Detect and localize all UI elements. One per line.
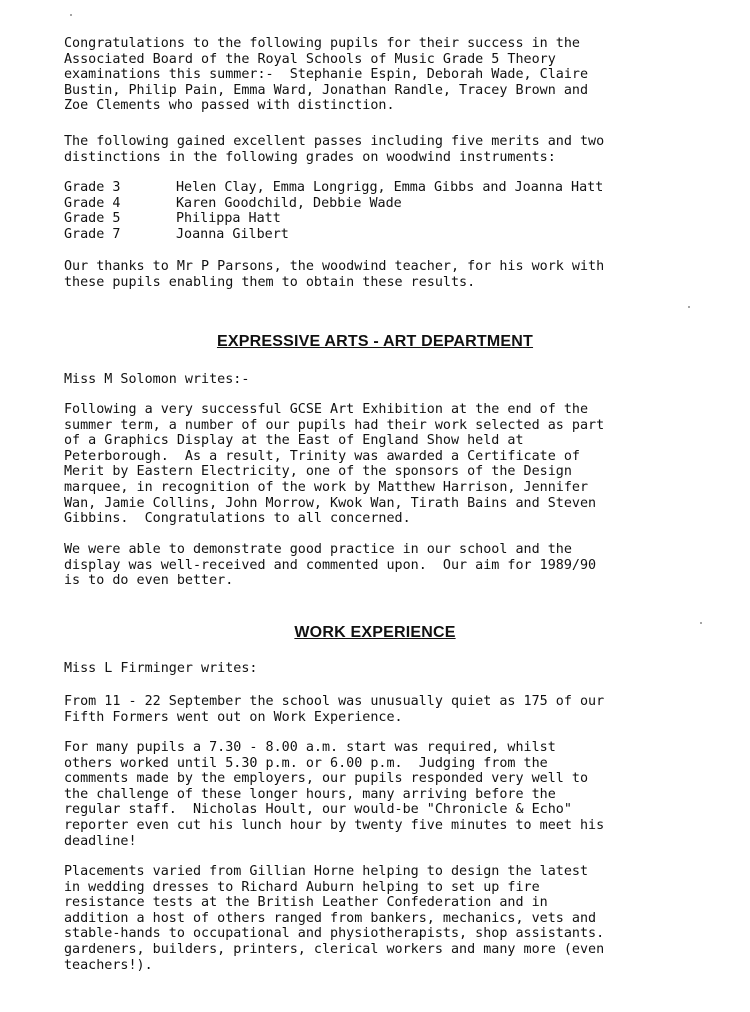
grade-pupils: Philippa Hatt xyxy=(176,211,281,227)
grade-pupils: Helen Clay, Emma Longrigg, Emma Gibbs and Joanna Hatt xyxy=(176,180,604,195)
art-paragraph-practice: We were able to demonstrate good practice in our school and the display was well-received and commented upon. Our aim for 1989/90 is to do even better. xyxy=(64,542,597,589)
work-experience-heading: WORK EXPERIENCE xyxy=(294,624,456,641)
grade-row xyxy=(64,196,704,212)
woodwind-grades-list xyxy=(64,180,704,242)
grade-label: Grade 4 xyxy=(64,195,121,211)
grade-pupils: Joanna Gilbert xyxy=(176,226,289,242)
grade-pupils: Karen Goodchild, Debbie Wade xyxy=(176,195,402,211)
grade-label: Grade 5 xyxy=(64,211,121,227)
art-department-heading: EXPRESSIVE ARTS - ART DEPARTMENT xyxy=(216,333,534,350)
grade-label: Grade 3 xyxy=(64,180,121,195)
music-congratulations-paragraph: Congratulations to the following pupils for their success in the Associated Board of the Royal Schools of Music Grade 5 Theory examinations this summer:- Stephanie Espin, Deborah Wade, Claire Bustin, Philip Pain, Emma Ward, Jonathan Randle, Tracey Brown and Zoe Clements who passed with distinction. xyxy=(64,36,589,114)
work-byline: Miss L Firminger writes: xyxy=(64,661,258,676)
woodwind-intro-paragraph: The following gained excellent passes including five merits and two distinctions in the following grades on woodwind instruments: xyxy=(64,134,605,165)
scan-speck xyxy=(70,14,72,16)
art-byline: Miss M Solomon writes:- xyxy=(64,372,250,387)
work-paragraph-placements: Placements varied from Gillian Horne helping to design the latest in wedding dresses to Richard Auburn helping to set up fire resistance tests at the British Leather Confederation and in addition a host of others ranged from bankers, mechanics, vets and stable-hands to occupational and physiotherapists, shop assistants. gardeners, builders, printers, clerical workers and many more (even teachers!). xyxy=(64,864,605,973)
scan-speck xyxy=(700,622,702,624)
work-paragraph-dates: From 11 - 22 September the school was unusually quiet as 175 of our Fifth Formers went out on Work Experience. xyxy=(64,694,605,725)
grade-label: Grade 7 xyxy=(64,226,121,242)
grade-row xyxy=(64,180,704,196)
work-paragraph-hours: For many pupils a 7.30 - 8.00 a.m. start was required, whilst others worked until 5.30 p.m. or 6.00 p.m. Judging from the comments made by the employers, our pupils responded very well to the challenge of these longer hours, many arriving before the regular staff. Nicholas Hoult, our would-be "Chronicle & Echo" reporter even cut his lunch hour by twenty five minutes to meet his deadline! xyxy=(64,740,605,849)
scan-speck xyxy=(688,306,690,308)
art-paragraph-exhibition: Following a very successful GCSE Art Exhibition at the end of the summer term, a number of our pupils had their work selected as part of a Graphics Display at the East of England Show held at Peterborough. As a result, Trinity was awarded a Certificate of Merit by Eastern Electricity, one of the sponsors of the Design marquee, in recognition of the work by Matthew Harrison, Jennifer Wan, Jamie Collins, John Morrow, Kwok Wan, Tirath Bains and Steven Gibbins. Congratulations to all concerned. xyxy=(64,402,605,527)
woodwind-thanks-paragraph: Our thanks to Mr P Parsons, the woodwind teacher, for his work with these pupils enabling them to obtain these results. xyxy=(64,259,605,290)
grade-row xyxy=(64,227,704,243)
grade-row xyxy=(64,211,704,227)
